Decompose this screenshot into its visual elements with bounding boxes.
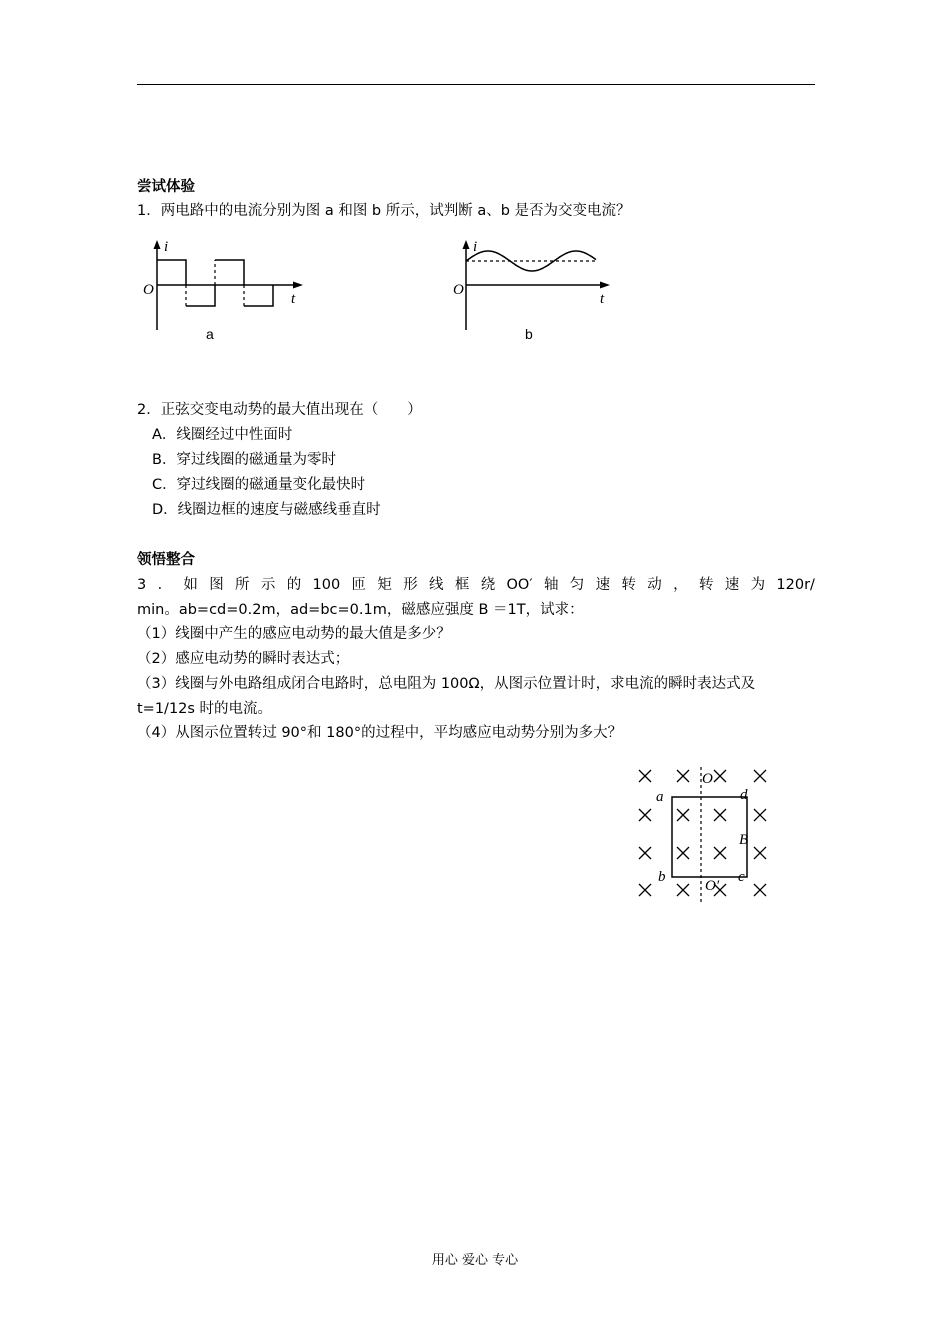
field-cross-icon [754, 847, 766, 859]
question-3-word: 如 [183, 577, 198, 593]
question-2: 2．正弦交变电动势的最大值出现在（ ） [137, 402, 422, 418]
question-3-word: 120r/ [776, 577, 815, 593]
field-cross-icon [754, 809, 766, 821]
question-3-word: 绕 [480, 577, 496, 593]
figure-a-caption: a [206, 326, 214, 342]
question-3-line-1 [137, 575, 815, 595]
corner-label-a: a [656, 789, 664, 805]
question-3-line-2: min。ab=cd=0.2m，ad=bc=0.1m，磁感应强度 B ＝1T，试求： [137, 602, 584, 618]
field-cross-icon [754, 770, 766, 782]
figure-coil-in-field [630, 762, 780, 907]
option-d: D．线圈边框的速度与磁感线垂直时 [152, 502, 381, 518]
field-cross-icon [639, 884, 651, 896]
field-cross-icon [754, 884, 766, 896]
corner-label-b: b [658, 869, 666, 885]
field-cross-icon [714, 770, 726, 782]
question-3-word: 3 [137, 577, 147, 593]
question-3-word: ． [157, 577, 173, 593]
page-footer: 用心 爱心 专心 [431, 1253, 519, 1268]
figure-a-square-wave [140, 238, 310, 342]
field-cross-icon [677, 809, 689, 821]
question-1: 1．两电路中的电流分别为图 a 和图 b 所示，试判断 a、b 是否为交变电流？ [137, 203, 631, 219]
question-3-sub-2: （2）感应电动势的瞬时表达式； [137, 651, 350, 667]
question-3-word: 速 [724, 577, 740, 593]
option-a: A．线圈经过中性面时 [152, 427, 293, 443]
question-3-word: 轴 [543, 577, 559, 593]
corner-label-d: d [740, 787, 748, 803]
figure-b-axis-i: i [473, 239, 478, 255]
coil-rectangle [672, 797, 747, 877]
field-cross-icon [677, 847, 689, 859]
question-3-word: 匝 [351, 577, 367, 593]
question-3-word: 100 [312, 577, 341, 593]
question-3-word: 矩 [377, 577, 392, 593]
question-3-sub-3: （3）线圈与外电路组成闭合电路时，总电阻为 100Ω，从图示位置计时，求电流的瞬时表达式及 [137, 676, 756, 692]
question-3-word: 转 [621, 577, 636, 593]
question-3-word: 线 [429, 577, 444, 593]
figure-a-axis-i: i [164, 239, 169, 255]
question-3-word: 所 [235, 577, 250, 593]
field-cross-icon [639, 770, 651, 782]
axis-label-o-bottom: O′ [705, 878, 720, 894]
field-label-b: B [739, 832, 749, 848]
question-3-word: 速 [595, 577, 611, 593]
question-3-word: 示 [260, 577, 276, 593]
question-3-word: 的 [286, 577, 302, 593]
figure-b-origin: O [453, 282, 464, 298]
option-b: B．穿过线圈的磁通量为零时 [152, 452, 336, 468]
question-3-word: ， [673, 577, 688, 593]
section-heading-try: 尝试体验 [137, 179, 195, 195]
question-3-word: 转 [698, 577, 714, 593]
question-3-word: 动 [647, 577, 662, 593]
figure-a-origin: O [143, 282, 154, 298]
field-cross-icon [639, 809, 651, 821]
figure-b-axis-t: t [600, 291, 605, 307]
figure-b-sine-wave [450, 238, 620, 342]
question-3-sub-3-continued: t=1/12s 时的电流。 [137, 701, 273, 717]
field-cross-icon [714, 847, 726, 859]
field-cross-icon [714, 809, 726, 821]
question-3-word: OO′ [506, 577, 533, 593]
question-3-word: 为 [750, 577, 766, 593]
header-rule [137, 84, 815, 85]
section-heading-integrate: 领悟整合 [137, 552, 195, 568]
corner-label-c: c [738, 869, 745, 885]
axis-label-o-top: O [702, 771, 713, 787]
question-3-sub-1: （1）线圈中产生的感应电动势的最大值是多少？ [137, 626, 451, 642]
question-3-word: 匀 [569, 577, 585, 593]
field-cross-icon [639, 847, 651, 859]
question-3-word: 形 [403, 577, 418, 593]
question-3-word: 框 [454, 577, 470, 593]
figure-a-axis-t: t [291, 291, 296, 307]
option-c: C．穿过线圈的磁通量变化最快时 [152, 477, 366, 493]
question-3-sub-4: （4）从图示位置转过 90°和 180°的过程中，平均感应电动势分别为多大？ [137, 725, 623, 741]
field-cross-icon [677, 884, 689, 896]
question-3-word: 图 [209, 577, 224, 593]
field-cross-icon [677, 770, 689, 782]
figure-b-caption: b [525, 326, 533, 342]
